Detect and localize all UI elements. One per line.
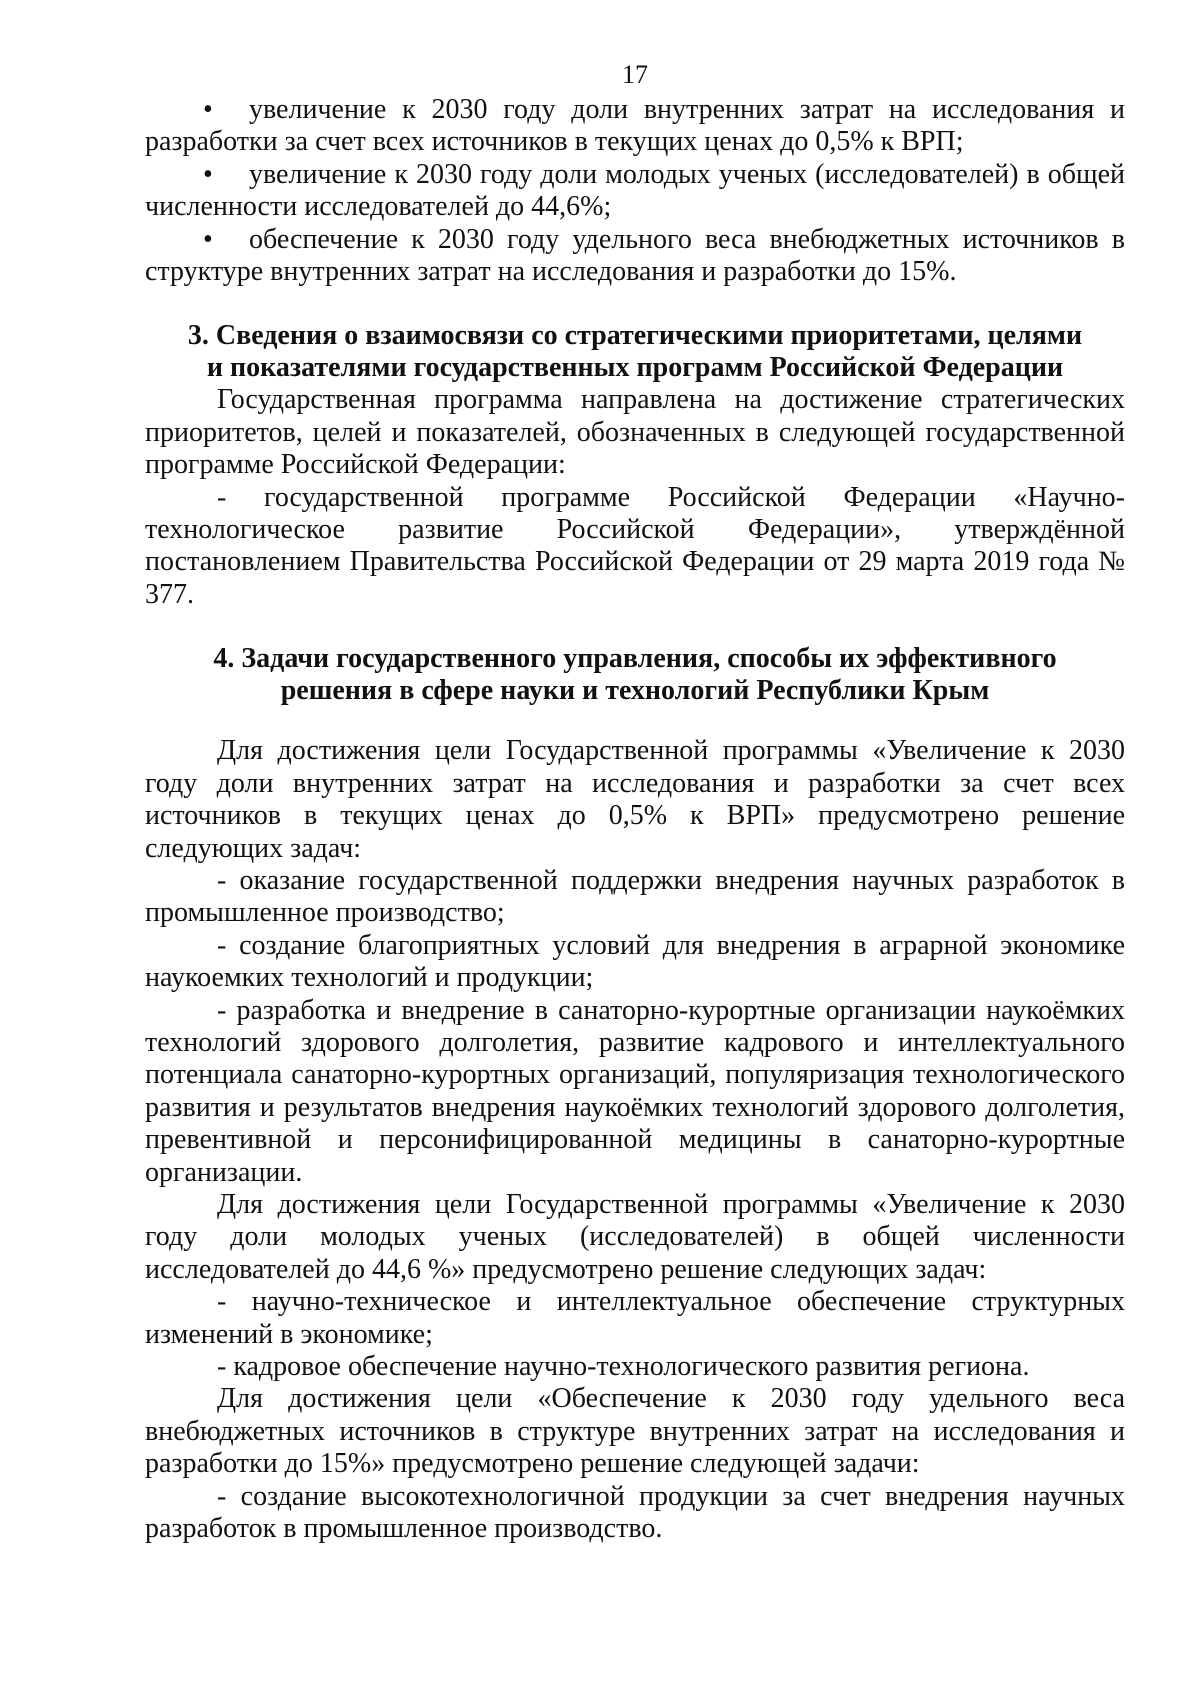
spacer [145, 611, 1125, 643]
bullet-icon: • [203, 158, 213, 190]
section-3-paragraph: Государственная программа направлена на достижение стратегических приоритетов, целей и показателей, обозначенных в следующей государственной программе Российской Федерации: [145, 384, 1125, 481]
task-item: - создание высокотехнологичной продукции за счет внедрения научных разработок в промышленное производство. [145, 1480, 1125, 1545]
section-3-heading-line-2: и показателями государственных программ Российской Федерации [206, 352, 1064, 384]
spacer [145, 288, 1125, 320]
bullet-icon: • [203, 223, 213, 255]
task-item: - разработка и внедрение в санаторно-курортные организации наукоёмких технологий здорового долголетия, развитие кадрового и интеллектуального потенциала санаторно-курортных организаций, популяризация технологического развития и результатов внедрения наукоёмких технологий здорового долголетия, превентивной и персонифицированной медицины в санаторно-курортные организации. [145, 994, 1125, 1188]
section-4-paragraph-2: Для достижения цели Государственной программы «Увеличение к 2030 году доли молодых ученых (исследователей) в общей численности исследователей до 44,6 %» предусмотрено решение следующих задач: [145, 1188, 1125, 1285]
bullet-item [145, 159, 1125, 224]
section-3-heading-line-1: 3. Сведения о взаимосвязи со стратегическими приоритетами, целями [187, 320, 1083, 352]
section-4-paragraph-3: Для достижения цели «Обеспечение к 2030 году удельного веса внебюджетных источников в структуре внутренних затрат на исследования и разработки до 15%» предусмотрено решение следующей задачи: [145, 1383, 1125, 1480]
task-item: - оказание государственной поддержки внедрения научных разработок в промышленное производство; [145, 864, 1125, 929]
bullet-text: увеличение к 2030 году доли молодых ученых (исследователей) в общей численности исследователей до 44,6%; [145, 158, 1125, 223]
bullet-icon: • [203, 94, 213, 125]
bullet-item [145, 224, 1125, 289]
page-number: 17 [622, 60, 648, 89]
bullet-text: увеличение к 2030 году доли внутренних затрат на исследования и разработки за счет всех источников в текущих ценах до 0,5% к ВРП; [145, 94, 1125, 158]
spacer [145, 707, 1125, 735]
section-4-paragraph-1: Для достижения цели Государственной программы «Увеличение к 2030 году доли внутренних затрат на исследования и разработки за счет всех источников в текущих ценах до 0,5% к ВРП» предусмотрено решение следующих задач: [145, 735, 1125, 864]
task-item: - научно-техническое и интеллектуальное обеспечение структурных изменений в экономике; [145, 1286, 1125, 1350]
section-3-list-item: - государственной программе Российской Федерации «Научно-технологическое развитие Российской Федерации», утверждённой постановлением Правительства Российской Федерации от 29 марта 2019 года № 377. [145, 481, 1125, 610]
task-item: - кадровое обеспечение научно-технологического развития региона. [217, 1351, 1030, 1382]
bullet-item [145, 94, 1125, 159]
section-4-heading-line-1: 4. Задачи государственного управления, способы их эффективного [213, 643, 1057, 675]
bullet-text: обеспечение к 2030 году удельного веса внебюджетных источников в структуре внутренних затрат на исследования и разработки до 15%. [145, 223, 1125, 288]
task-item: - создание благоприятных условий для внедрения в аграрной экономике наукоемких технологий и продукции; [145, 929, 1125, 994]
page-content [145, 94, 1125, 1545]
section-4-heading-line-2: решения в сфере науки и технологий Республики Крым [280, 675, 990, 707]
